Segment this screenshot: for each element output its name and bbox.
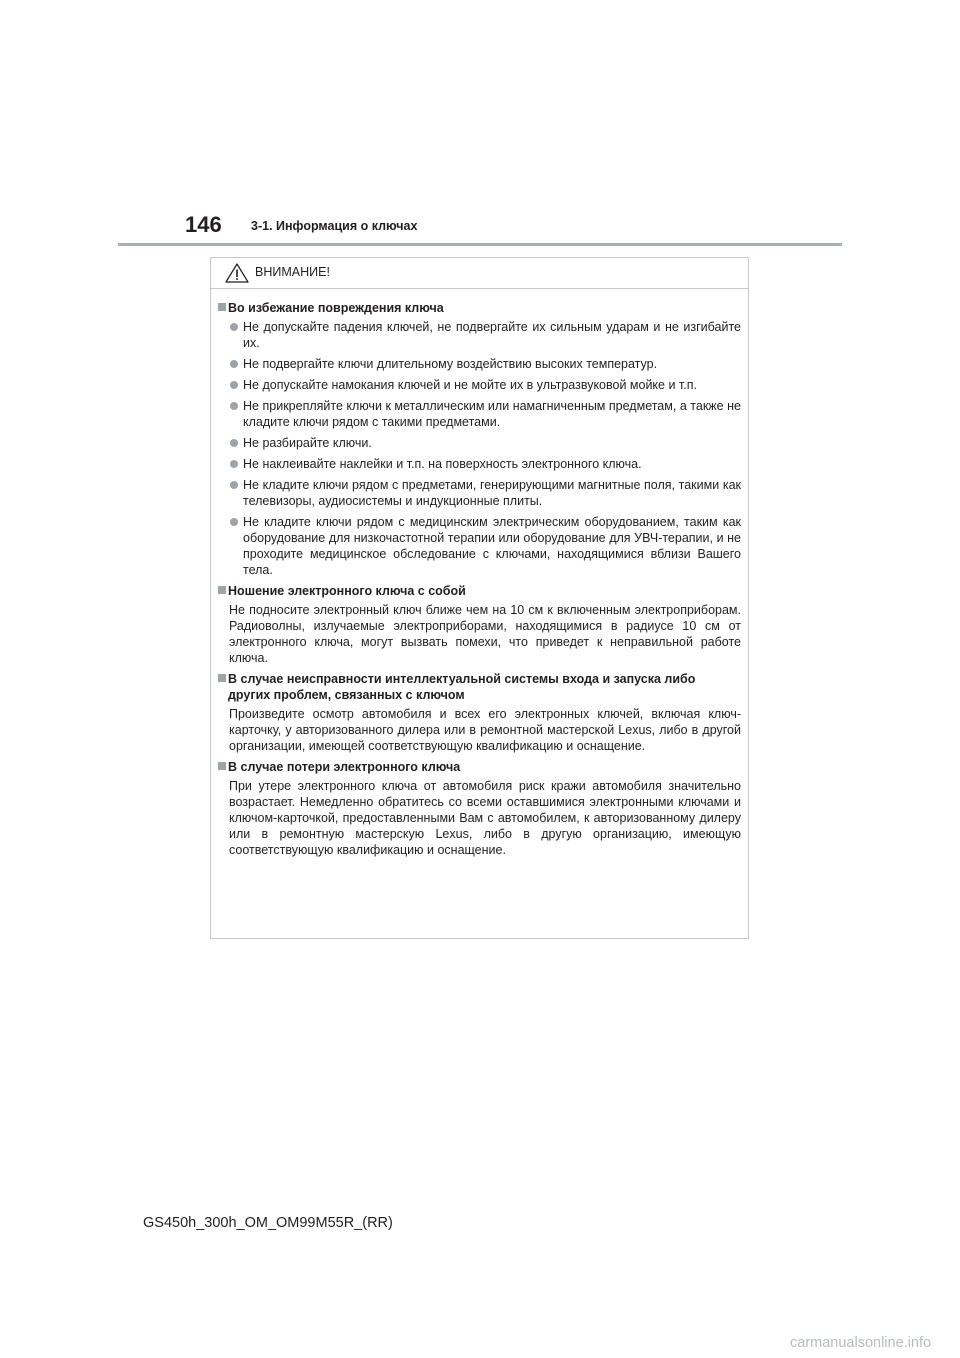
list-item-text: Не допускайте намокания ключей и не мойте их в ультразвуковой мойке и т.п. [243, 378, 697, 392]
section-heading [218, 759, 741, 775]
list-item-text: Не прикрепляйте ключи к металлическим или намагниченным предметам, а также не кладите ключи рядом с такими предметами. [243, 399, 741, 429]
page-number: 146 [185, 212, 222, 237]
list-item [218, 514, 741, 578]
section-paragraph: При утере электронного ключа от автомобиля риск кражи автомобиля значительно возрастает. Немедленно обратитесь со всеми оставшимися электронными ключами и ключом-карточкой, предоставленными Вам с автомобилем, к авторизованному дилеру или в ремонтную мастерскую Lexus, либо в другую организацию, имеющую соответствующую квалификацию и оснащение. [229, 779, 741, 857]
round-bullet-icon [230, 323, 238, 331]
list-item [218, 377, 741, 393]
section-heading [218, 583, 741, 599]
section-title: 3-1. Информация о ключах [251, 219, 418, 233]
round-bullet-icon [230, 360, 238, 368]
document-code: GS450h_300h_OM_OM99M55R_(RR) [143, 1215, 393, 1231]
section-paragraph: Произведите осмотр автомобиля и всех его электронных ключей, включая ключ-карточку, у авторизованного дилера или в ремонтной мастерской Lexus, либо в другой организации, имеющей соответствующую квалификацию и оснащение. [229, 707, 741, 753]
square-bullet-icon [218, 674, 226, 682]
watermark: carmanualsonline.info [790, 1335, 932, 1351]
round-bullet-icon [230, 402, 238, 410]
section-malfunction [218, 671, 741, 754]
section-heading [218, 671, 741, 703]
list-item-text: Не подвергайте ключи длительному воздействию высоких температур. [243, 357, 658, 371]
list-item [218, 398, 741, 430]
warning-triangle-icon [225, 263, 249, 283]
square-bullet-icon [218, 586, 226, 594]
round-bullet-icon [230, 439, 238, 447]
warning-content [211, 289, 748, 858]
round-bullet-icon [230, 518, 238, 526]
section-heading-text: Ношение электронного ключа с собой [228, 584, 466, 598]
round-bullet-icon [230, 481, 238, 489]
list-item [218, 435, 741, 451]
round-bullet-icon [230, 381, 238, 389]
square-bullet-icon [218, 762, 226, 770]
header-rule [118, 243, 842, 246]
list-item [218, 477, 741, 509]
list-item-text: Не наклеивайте наклейки и т.п. на поверхность электронного ключа. [243, 457, 642, 471]
section-heading-text: В случае потери электронного ключа [228, 760, 461, 774]
list-item [218, 319, 741, 351]
section-heading [218, 300, 741, 316]
list-item [218, 456, 741, 472]
warning-header [211, 258, 748, 289]
section-paragraph: Не подносите электронный ключ ближе чем на 10 см к включенным электроприборам. Радиоволны, излучаемые электроприборами, находящимися в радиусе 10 см от электронного ключа, могут вызвать помехи, что приведет к неправильной работе ключа. [229, 603, 741, 665]
list-item-text: Не допускайте падения ключей, не подвергайте их сильным ударам и не изгибайте их. [243, 320, 741, 350]
list-item [218, 356, 741, 372]
section-heading-text: Во избежание повреждения ключа [228, 301, 444, 315]
round-bullet-icon [230, 460, 238, 468]
list-item-text: Не кладите ключи рядом с предметами, генерирующими магнитные поля, такими как телевизоры, аудиосистемы и индукционные плиты. [243, 478, 741, 508]
section-key-damage [218, 300, 741, 578]
warning-title: ВНИМАНИЕ! [255, 265, 330, 279]
list-item-text: Не кладите ключи рядом с медицинским электрическим оборудованием, таким как оборудование для низкочастотной терапии или оборудование для УВЧ-терапии, и не проходите медицинское обследование с ключами, находящимися вблизи Вашего тела. [243, 515, 741, 577]
square-bullet-icon [218, 303, 226, 311]
list-item-text: Не разбирайте ключи. [243, 436, 372, 450]
section-heading-text: В случае неисправности интеллектуальной системы входа и запуска либо других проблем, связанных с ключом [228, 672, 696, 702]
section-lost-key [218, 759, 741, 858]
warning-box [210, 257, 749, 939]
section-carrying-key [218, 583, 741, 666]
